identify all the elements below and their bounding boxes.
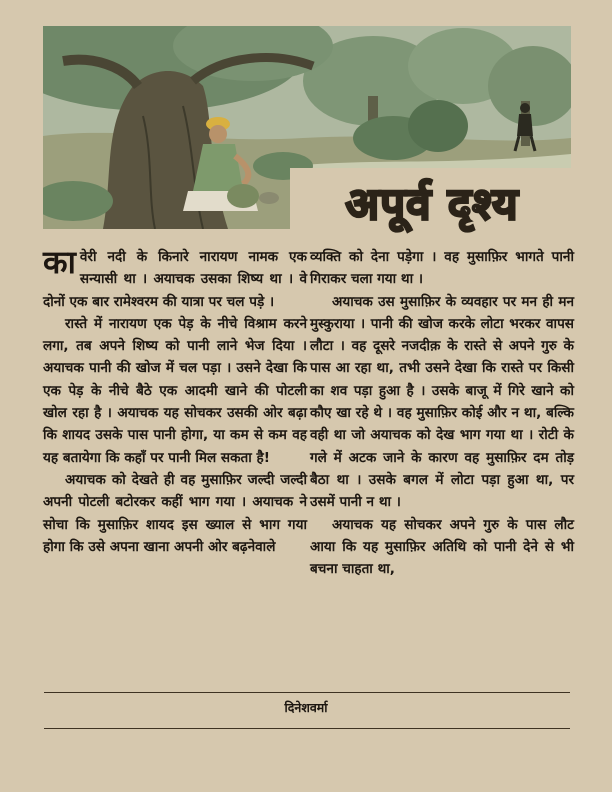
author-credit: दिनेशवर्मा [284, 700, 328, 715]
paragraph-1-text: वेरी नदी के किनारे नारायण नामक एक सन्यासी था । अयाचक उसका शिष्य था । वे दोनों एक बार रामेश्वरम की यात्रा पर चल पड़े । [43, 249, 307, 310]
paragraph-4: व्यक्ति को देना पड़ेगा । वह मुसाफ़िर भागते पानी गिराकर चला गया था । [310, 249, 574, 288]
footer-rule-top [44, 692, 570, 693]
right-column [310, 246, 574, 580]
paragraph-6: अयाचक यह सोचकर अपने गुरु के पास लौट आया कि यह मुसाफ़िर अतिथि को पानी देने से भी बचना चाहता था, [310, 516, 574, 578]
drop-cap: का [43, 243, 76, 281]
paragraph-5: अयाचक उस मुसाफ़िर के व्यवहार पर मन ही मन मुस्कुराया । पानी की खोज करके लोटा भरकर वापस लौटा । वह दूसरे नजदीक़ के रास्ते से अपने गुरु के पास आ रहा था, तभी उसने देखा कि रास्ते पर किसी का शव पड़ा हुआ है । उसके बाजू में गिरे खाने को कौए खा रहे थे । वह मुसाफ़िर कोई और न था, बल्कि वही था जो अयाचक को देख भाग गया था । रोटी के गले में अटक जाने के कारण वह मुसाफ़िर दम तोड़ बैठा था । उसके बगल में लोटा पड़ा हुआ था, पर उसमें पानी न था । [310, 293, 574, 511]
story-title: अपूर्व दृश्य [345, 179, 519, 230]
paragraph-3: अयाचक को देखते ही वह मुसाफ़िर जल्दी जल्दी अपनी पोटली बटोरकर कहीं भाग गया । अयाचक ने सोचा कि मुसाफ़िर शायद इस ख्याल से भाग गया होगा कि उसे अपना खाना अपनी ओर बढ़नेवाले [43, 471, 307, 555]
footer-rule-bottom [44, 728, 570, 729]
paragraph-1 [43, 243, 307, 313]
left-column [43, 243, 307, 558]
paragraph-2: रास्ते में नारायण एक पेड़ के नीचे विश्राम करने लगा, तब अपने शिष्य को पानी लाने भेज दिया । अयाचक पानी की खोज में चल पड़ा । उसने देखा कि एक पेड़ के नीचे बैठे एक आदमी खाने की पोटली खोल रहा है । अयाचक यह सोचकर उसकी ओर बढ़ा कि शायद उसके पास पानी होगा, या कम से कम वह यह बतायेगा कि कहाँ पर पानी मिल सकता है! [43, 315, 307, 466]
